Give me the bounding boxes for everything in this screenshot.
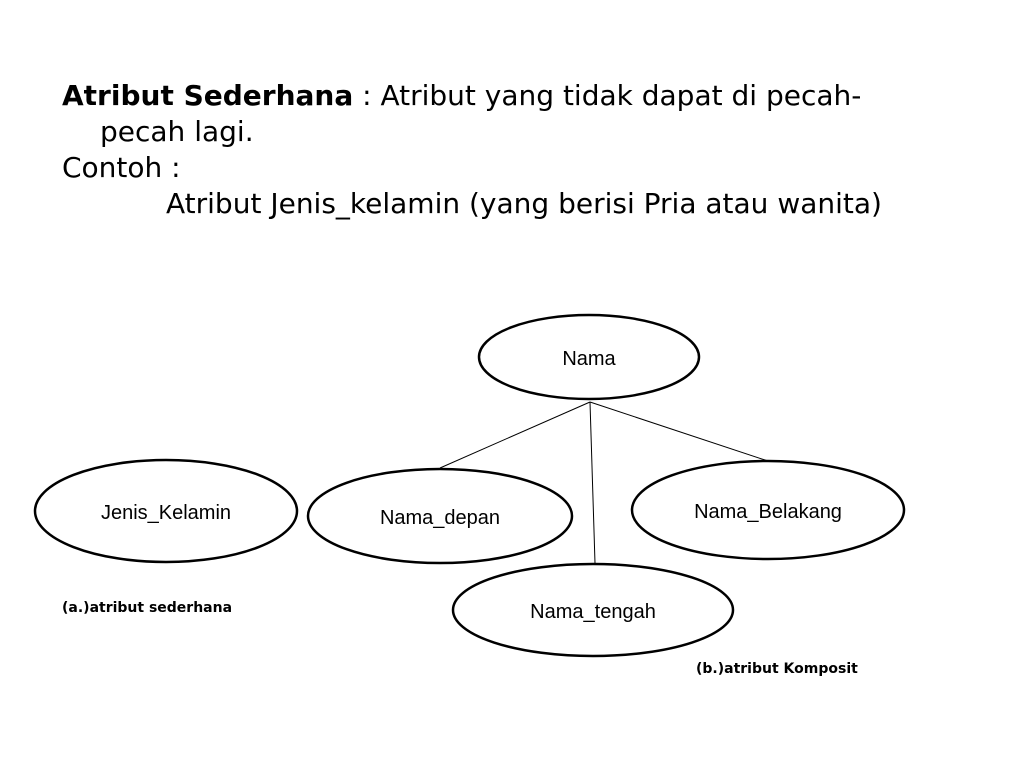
jenis-kelamin-label: Jenis_Kelamin: [100, 502, 232, 524]
connector-nama-belakang: [590, 402, 768, 461]
composite-child-nama-belakang: [632, 461, 904, 559]
nama-belakang-label: Nama_Belakang: [694, 501, 842, 523]
example-label: Contoh :: [62, 151, 181, 184]
nama-tengah-label: Nama_tengah: [530, 601, 656, 623]
connector-nama-tengah: [590, 402, 595, 563]
simple-attribute-node: [35, 460, 297, 562]
connector-nama-depan: [440, 402, 590, 468]
example-text: Atribut Jenis_kelamin (yang berisi Pria atau wanita): [166, 187, 882, 220]
nama-label: Nama: [562, 348, 616, 370]
caption-simple: (a.)atribut sederhana: [62, 600, 233, 616]
composite-child-nama-depan: [308, 469, 572, 563]
term-heading: Atribut Sederhana: [62, 79, 354, 112]
nama-depan-label: Nama_depan: [379, 507, 501, 529]
caption-composite: (b.)atribut Komposit: [696, 661, 858, 677]
composite-child-nama-tengah: [453, 564, 733, 656]
term-definition: : Atribut yang tidak dapat di pecah-pecah lagi.: [100, 79, 862, 148]
composite-root-node: [479, 315, 699, 399]
